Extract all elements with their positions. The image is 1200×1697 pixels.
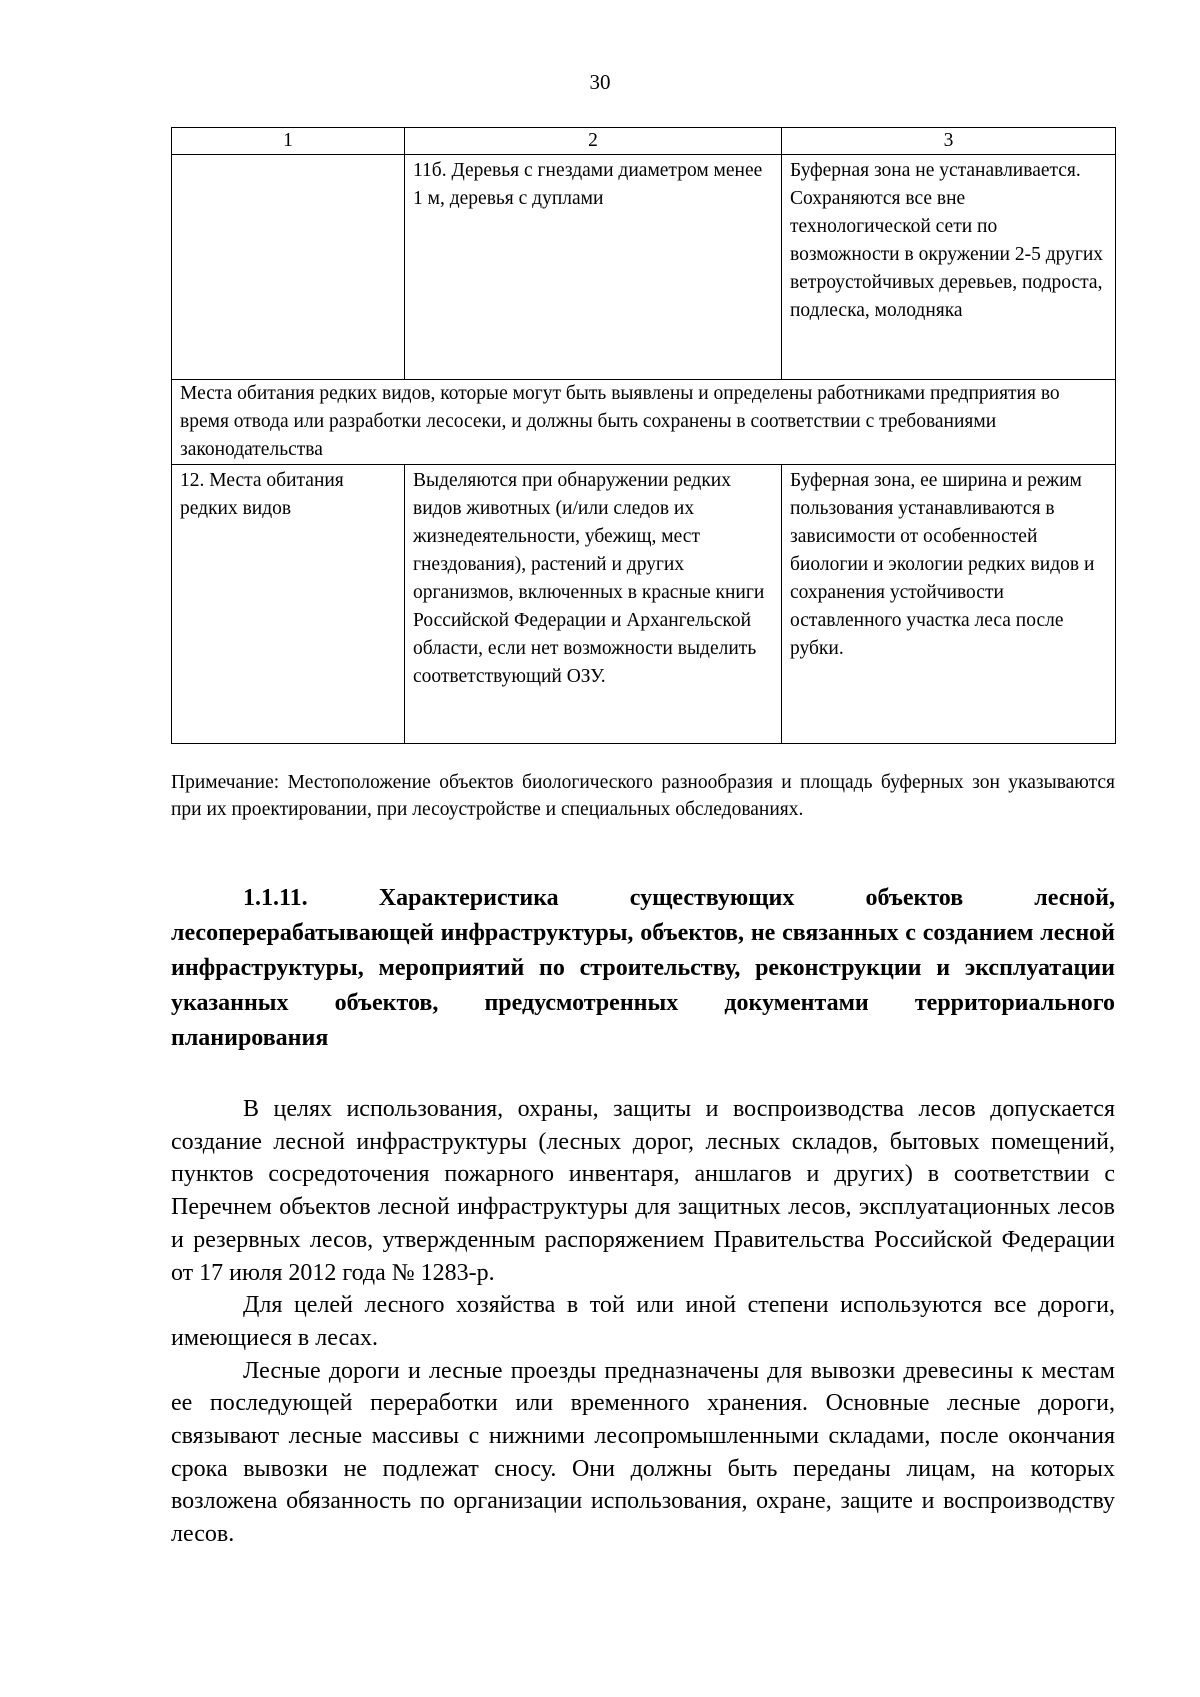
table-row	[172, 465, 1116, 744]
table-row	[172, 155, 1116, 380]
paragraph: В целях использования, охраны, защиты и воспроизводства лесов допускается создание лесной инфраструктуры (лесных дорог, лесных складов, бытовых помещений, пунктов сосредоточения пожарного инвентаря, аншлагов и других) в соответствии с Перечнем объектов лесной инфраструктуры для защитных лесов, эксплуатационных лесов и резервных лесов, утвержденным распоряжением Правительства Российской Федерации от 17 июля 2012 года № 1283-р.	[171, 1096, 1115, 1286]
paragraph: Для целей лесного хозяйства в той или иной степени используются все дороги, имеющиеся в лесах.	[171, 1292, 1115, 1351]
table-cell-buffer-zone: Буферная зона не устанавливается. Сохраняются все вне технологической сети по возможности в окружении 2-5 других ветроустойчивых деревьев, подроста, подлеска, молодняка	[782, 155, 1116, 380]
table-note: Примечание: Местоположение объектов биологического разнообразия и площадь буферных зон указываются при их проектировании, при лесоустройстве и специальных обследованиях.	[171, 772, 1115, 820]
table-section-row	[172, 380, 1116, 465]
section-title: Характеристика существующих объектов лесной, лесоперерабатывающей инфраструктуры, объектов, не связанных с созданием лесной инфраструктуры, мероприятий по строительству, реконструкции и эксплуатации указанных объектов, предусмотренных документами территориального планирования	[171, 885, 1116, 1051]
table-cell-object	[172, 155, 405, 380]
section-heading	[171, 881, 1115, 1056]
table-header-cell: 2	[405, 128, 782, 155]
table-cell-description: Выделяются при обнаружении редких видов животных (и/или следов их жизнедеятельности, убежищ, мест гнездования), растений и других организмов, включенных в красные книги Российской Федерации и Архангельской области, если нет возможности выделить соответствующий ОЗУ.	[405, 465, 782, 744]
table-cell-buffer-zone: Буферная зона, ее ширина и режим пользования устанавливаются в зависимости от особенностей биологии и экологии редких видов и сохранения устойчивости оставленного участка леса после рубки.	[782, 465, 1116, 744]
table-header-row	[172, 128, 1116, 155]
page-number: 30	[589, 70, 611, 94]
body-text	[171, 1093, 1115, 1551]
table-header-cell: 1	[172, 128, 405, 155]
table-cell-description: 11б. Деревья с гнездами диаметром менее 1 м, деревья с дуплами	[405, 155, 782, 380]
biodiversity-table	[171, 127, 1116, 744]
table-header-cell: 3	[782, 128, 1116, 155]
section-number: 1.1.11.	[243, 885, 308, 911]
table-section-cell: Места обитания редких видов, которые могут быть выявлены и определены работниками предприятия во время отвода или разработки лесосеки, и должны быть сохранены в соответствии с требованиями законодательства	[172, 380, 1116, 465]
table-cell-object: 12. Места обитания редких видов	[172, 465, 405, 744]
paragraph: Лесные дороги и лесные проезды предназначены для вывозки древесины к местам ее последующей переработки или временного хранения. Основные лесные дороги, связывают лесные массивы с нижними лесопромышленными складами, после окончания срока вывозки не подлежат сносу. Они должны быть переданы лицам, на которых возложена обязанность по организации использования, охране, защите и воспроизводству лесов.	[171, 1357, 1115, 1548]
